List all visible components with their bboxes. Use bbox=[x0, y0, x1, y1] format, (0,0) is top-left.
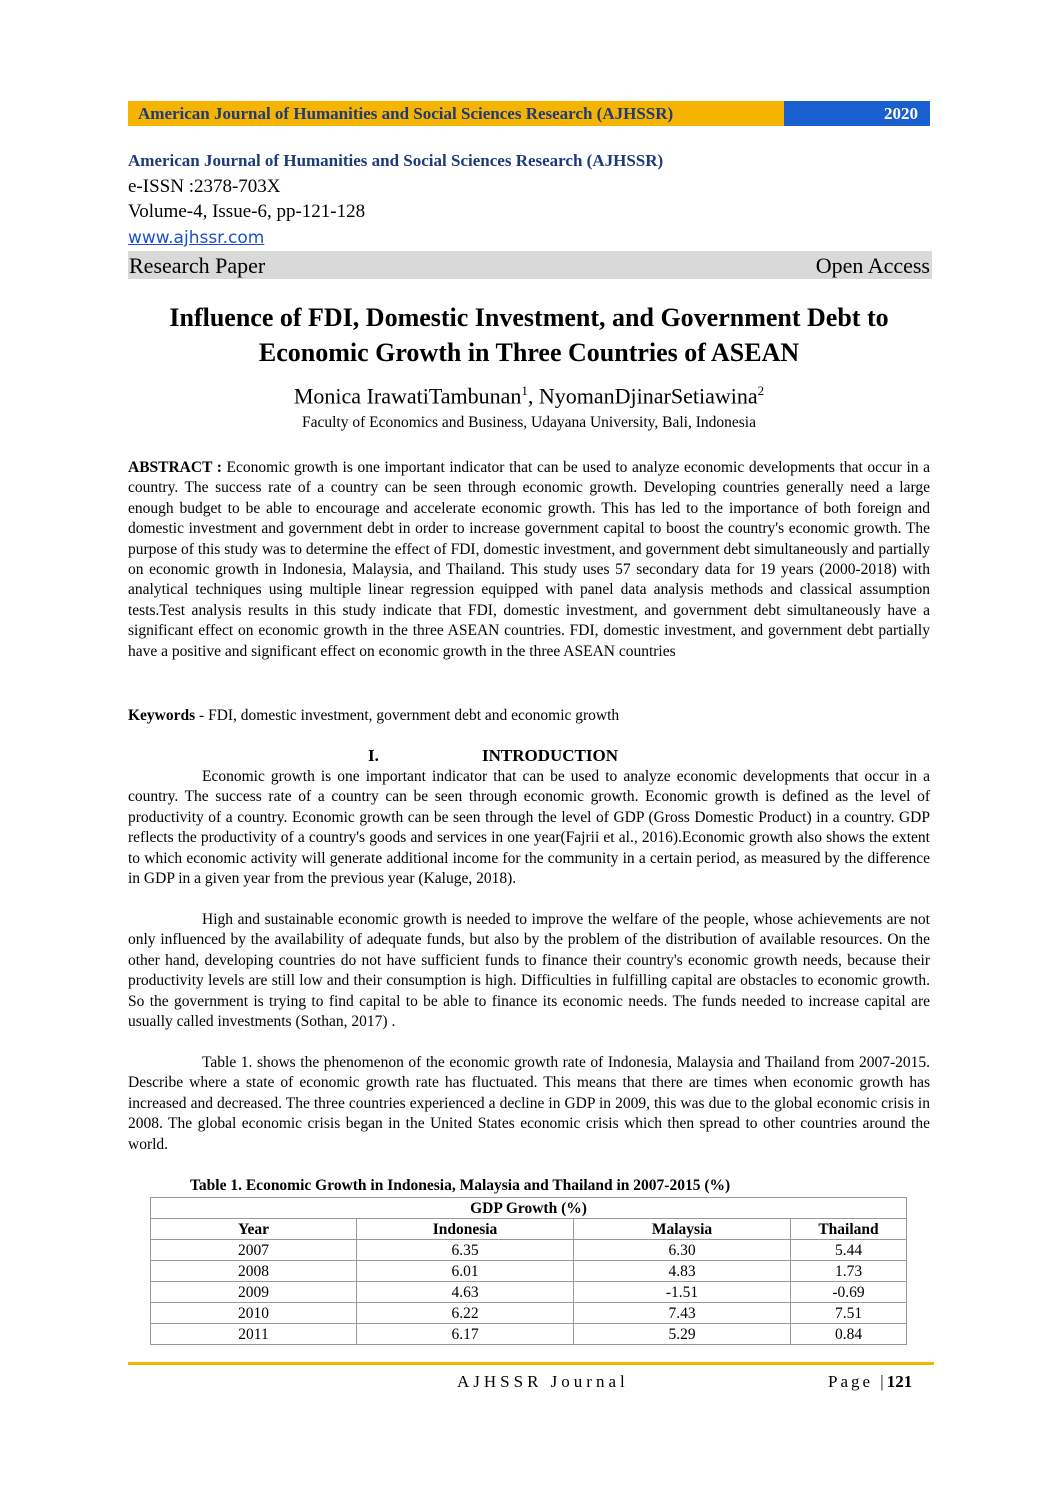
cell-indonesia: 6.35 bbox=[357, 1240, 574, 1261]
author-1-affil: 1 bbox=[521, 383, 528, 398]
author-separator: , bbox=[527, 383, 539, 409]
cell-malaysia: 4.83 bbox=[574, 1261, 791, 1282]
col-header-year: Year bbox=[151, 1219, 357, 1240]
intro-paragraph-2 bbox=[128, 910, 930, 1032]
table-row bbox=[151, 1282, 907, 1303]
footer-divider bbox=[128, 1362, 934, 1365]
journal-name: American Journal of Humanities and Social Sciences Research (AJHSSR) bbox=[128, 151, 664, 170]
cell-year: 2008 bbox=[151, 1261, 357, 1282]
cell-year: 2010 bbox=[151, 1303, 357, 1324]
title-line-1: Influence of FDI, Domestic Investment, and Government Debt to bbox=[169, 303, 889, 332]
cell-malaysia: 6.30 bbox=[574, 1240, 791, 1261]
cell-year: 2007 bbox=[151, 1240, 357, 1261]
authors bbox=[100, 383, 958, 409]
table-header-row bbox=[151, 1219, 907, 1240]
intro-paragraph-2-text: High and sustainable economic growth is needed to improve the welfare of the people, whose achievements are not only influenced by the availability of adequate funds, but also by the problem of the distribution of available resources. On the other hand, developing countries do not have sufficient funds to finance their country's economic growth needs, because their productivity levels are still low and their consumption is high. Difficulties in fulfilling capital are obstacles to economic growth. So the government is trying to find capital to be able to finance its economic needs. The funds needed to increase capital are usually called investments (Sothan, 2017) . bbox=[128, 911, 930, 1031]
table-group-header: GDP Growth (%) bbox=[151, 1198, 907, 1219]
keywords-text: - FDI, domestic investment, government debt and economic growth bbox=[195, 707, 620, 724]
abstract-label: ABSTRACT : bbox=[128, 459, 222, 476]
abstract-text: Economic growth is one important indicator that can be used to analyze economic developments that occur in a country. The success rate of a country can be seen through economic growth. Developing countries generally need a large enough budget to be able to encourage and accelerate economic growth. This has led to the importance of both foreign and domestic investment and government debt in order to increase government capital to boost the country's economic growth. The purpose of this study was to determine the effect of FDI, domestic investment, and government debt simultaneously and partially on economic growth in Indonesia, Malaysia, and Thailand. This study uses 57 secondary data for 19 years (2000-2018) with analytical techniques using multiple linear regression equipped with panel data analysis methods and classical assumption tests.Test analysis results in this study indicate that FDI, domestic investment, and government debt simultaneously have a significant effect on economic growth in the three ASEAN countries. FDI, domestic investment, and government debt partially have a positive and significant effect on economic growth in the three ASEAN countries bbox=[128, 459, 930, 660]
cell-thailand: 0.84 bbox=[791, 1324, 907, 1345]
page-label: Page | bbox=[828, 1372, 887, 1391]
intro-paragraph-1-text: Economic growth is one important indicator that can be used to analyze economic developments that occur in a country. The success rate of a country can be seen through economic growth. Economic growth is defined as the level of productivity of a country. Economic growth can be seen through the level of GDP (Gross Domestic Product) in a country. GDP reflects the productivity of a country's goods and services in one year(Fajrii et al., 2016).Economic growth also shows the extent to which economic activity will generate additional income for the community in a certain period, as measured by the difference in GDP in a given year from the previous year (Kaluge, 2018). bbox=[128, 768, 930, 888]
cell-indonesia: 6.17 bbox=[357, 1324, 574, 1345]
author-1: Monica IrawatiTambunan bbox=[293, 383, 522, 409]
page-number-value: 121 bbox=[886, 1372, 913, 1391]
cell-thailand: -0.69 bbox=[791, 1282, 907, 1303]
col-header-thailand: Thailand bbox=[791, 1219, 907, 1240]
col-header-malaysia: Malaysia bbox=[574, 1219, 791, 1240]
header-journal: American Journal of Humanities and Social Sciences Research (AJHSSR) bbox=[128, 101, 784, 126]
volume-info: Volume-4, Issue-6, pp-121-128 bbox=[128, 201, 366, 222]
cell-year: 2009 bbox=[151, 1282, 357, 1303]
header-year: 2020 bbox=[784, 101, 930, 126]
table-caption: Table 1. Economic Growth in Indonesia, Malaysia and Thailand in 2007-2015 (%) bbox=[190, 1177, 731, 1194]
cell-thailand: 5.44 bbox=[791, 1240, 907, 1261]
paper-title bbox=[100, 300, 958, 370]
cell-indonesia: 6.01 bbox=[357, 1261, 574, 1282]
footer-journal: AJHSSR Journal bbox=[457, 1372, 629, 1391]
page-number bbox=[828, 1372, 912, 1392]
table-row bbox=[151, 1261, 907, 1282]
section-title: INTRODUCTION bbox=[482, 746, 619, 765]
intro-paragraph-1 bbox=[128, 767, 930, 889]
cell-thailand: 1.73 bbox=[791, 1261, 907, 1282]
cell-year: 2011 bbox=[151, 1324, 357, 1345]
gdp-growth-table bbox=[150, 1197, 907, 1345]
col-header-indonesia: Indonesia bbox=[357, 1219, 574, 1240]
title-line-2: Economic Growth in Three Countries of ASEAN bbox=[258, 338, 800, 367]
table-row bbox=[151, 1303, 907, 1324]
website-link[interactable]: www.ajhssr.com bbox=[128, 228, 265, 248]
cell-indonesia: 6.22 bbox=[357, 1303, 574, 1324]
cell-malaysia: 7.43 bbox=[574, 1303, 791, 1324]
paper-type: Research Paper bbox=[129, 253, 266, 278]
table-row bbox=[151, 1240, 907, 1261]
table-group-header-row bbox=[151, 1198, 907, 1219]
access-type: Open Access bbox=[815, 253, 930, 278]
affiliation: Faculty of Economics and Business, Udayana University, Bali, Indonesia bbox=[301, 414, 756, 431]
intro-paragraph-3 bbox=[128, 1053, 930, 1155]
keywords bbox=[128, 706, 930, 726]
running-header bbox=[128, 101, 930, 126]
keywords-label: Keywords bbox=[128, 707, 196, 724]
abstract bbox=[128, 458, 930, 662]
issn: e-ISSN :2378-703X bbox=[128, 176, 281, 197]
author-2-affil: 2 bbox=[757, 383, 765, 398]
intro-paragraph-3-text: Table 1. shows the phenomenon of the economic growth rate of Indonesia, Malaysia and Thailand from 2007-2015. Describe where a state of economic growth rate has fluctuated. This means that there are times when economic growth has increased and decreased. The three countries experienced a decline in GDP in 2009, this was due to the global economic crisis in 2008. The global economic crisis began in the United States economic crisis which then spread to other countries around the world. bbox=[128, 1054, 930, 1153]
cell-thailand: 7.51 bbox=[791, 1303, 907, 1324]
cell-indonesia: 4.63 bbox=[357, 1282, 574, 1303]
author-2: NyomanDjinarSetiawina bbox=[538, 383, 758, 409]
section-number: I. bbox=[368, 746, 379, 765]
table-row bbox=[151, 1324, 907, 1345]
cell-malaysia: 5.29 bbox=[574, 1324, 791, 1345]
cell-malaysia: -1.51 bbox=[574, 1282, 791, 1303]
